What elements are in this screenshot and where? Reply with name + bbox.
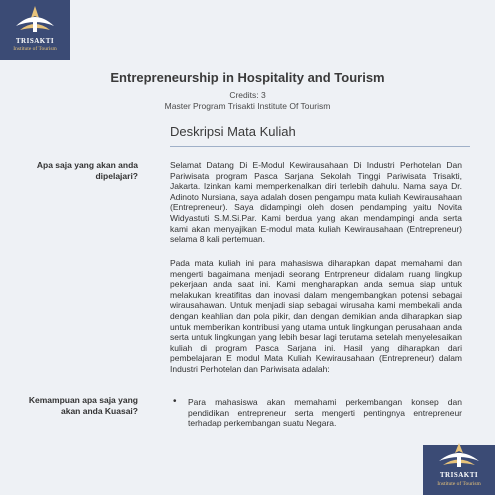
credits-text: Credits: 3 bbox=[229, 90, 266, 100]
header-logo-sub: Institute of Tourism bbox=[13, 46, 57, 52]
intro-paragraph: Selamat Datang Di E-Modul Kewirausahaan Di Industri Perhotelan Dan Pariwisata program Pasca Sarjana Sekolah Tinggi Pariwisata Trisakti, Jakarta. Izinkan kami memperkenalkan diri terlebih dahulu. Nama saya Dr. Adinoto Nursiana, saya adalah dosen pengampu mata kuliah Kewirausahaan (Entrepreneur). Saya didampingi oleh dosen pendamping yaitu Novita Widyastuti S.M.Si.Par. Kami berdua yang akan mendampingi anda serta kami akan menyajikan E-modul mata kuliah Kewirausahaan (Entrepreneur) selama 8 kali pertemuan. bbox=[170, 160, 462, 245]
header-logo-brand: TRISAKTI bbox=[15, 37, 55, 45]
question-learn-label: Apa saja yang akan anda dipelajari? bbox=[36, 160, 138, 181]
skills-list bbox=[170, 397, 462, 429]
trisakti-crest-icon bbox=[12, 4, 58, 38]
page-title: Entrepreneurship in Hospitality and Tourism bbox=[110, 70, 385, 85]
list-item: • Para mahasiswa akan memahami perkembangan konsep dan pendidikan entrepreneur serta mengerti pentingnya entrepreneur terhadap perkembangan suatu Negara. bbox=[170, 397, 462, 429]
question-skills-label: Kemampuan apa saja yang akan anda Kuasai? bbox=[28, 395, 138, 416]
trisakti-crest-icon bbox=[435, 441, 483, 471]
section-divider bbox=[170, 146, 470, 147]
header-logo bbox=[0, 0, 70, 60]
section-title: Deskripsi Mata Kuliah bbox=[170, 124, 296, 139]
top-bar bbox=[0, 0, 495, 70]
program-text: Master Program Trisakti Institute Of Tourism bbox=[164, 101, 331, 111]
footer-logo-brand: TRISAKTI bbox=[439, 471, 479, 479]
page-header bbox=[0, 70, 495, 112]
footer-logo-sub: Institute of Tourism bbox=[437, 481, 481, 487]
description-paragraph: Pada mata kuliah ini para mahasiswa diharapkan dapat memahami dan mengerti bagaimana menjadi seorang Entrpreneur didalam ruang lingkup pekerjaan anda saat ini. Kami mengharapkan anda semua siap untuk melakukan kreatifitas dan inovasi dalam mengembangkan potensi sebagai wirausahawan. Untuk menjadi siap sebagai wirusaha kami membekali anda dengan keahlian dan pola pikir, dan dengan demikian anda diharapkan siap untuk memberikan kontribusi yang utama untuk lingkungan perusahaan anda serta untuk lingkungan yang lebih besar lagi terutama setelah menyelesaikan kuliah di program Pasca Sarjana ini. Hasil yang diharapkan dari pembelajaran E modul Mata Kuliah Kewirausahaan (Entrepreneur) dalam Industri Perhotelan dan Pariwisata adalah: bbox=[170, 258, 462, 374]
footer-logo bbox=[423, 445, 495, 495]
